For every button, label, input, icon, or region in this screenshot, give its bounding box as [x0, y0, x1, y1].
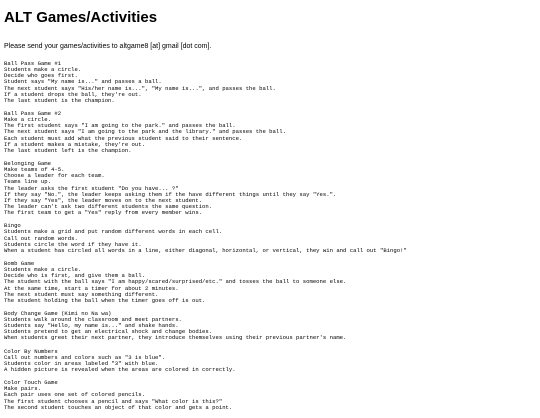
game-block	[4, 111, 536, 154]
intro-text: Please send your games/activities to altgame8 [at] gmail [dot com].	[4, 43, 212, 50]
game-instruction-line: The last student left is the champion.	[4, 146, 132, 154]
page-title: ALT Games/Activities	[4, 9, 158, 26]
game-instruction-line: Students circle the word if they have it.	[4, 240, 142, 248]
game-instruction-line: The second student touches an object of that color and gets a point.	[4, 403, 233, 411]
game-instruction-line: Decide who is first, and give them a ball.	[4, 272, 145, 280]
game-instruction-line: Make a circle.	[4, 116, 51, 124]
game-instruction-line: If a student drops the ball, they're out.	[4, 90, 142, 98]
game-instruction-line: Student says "My name is..." and passes a ball.	[4, 78, 162, 86]
game-title: Ball Pass Game #2	[4, 109, 62, 117]
game-instruction-line: The student with the ball says "I am happy/scared/surprised/etc." and tosses the ball to someone else.	[4, 278, 347, 286]
game-instruction-line: Make teams of 4-5.	[4, 166, 65, 174]
game-title: Color By Numbers	[4, 347, 58, 355]
game-instruction-line: Decide who goes first.	[4, 72, 78, 80]
game-instruction-line: A hidden picture is revealed when the areas are colored in correctly.	[4, 366, 236, 374]
games-list	[4, 61, 536, 411]
game-instruction-line: Each student must add what the previous student said to their sentence.	[4, 134, 243, 142]
game-instruction-line: The first student says "I am going to the park." and passes the ball.	[4, 122, 236, 130]
game-instruction-line: The next student must say something different.	[4, 290, 159, 298]
game-instruction-line: If they say "No.", the leader keeps asking them if the have different things until they say "Yes.".	[4, 190, 337, 198]
game-instruction-line: Call out random words.	[4, 234, 78, 242]
game-instruction-line: Students color in areas labeled "3" with blue.	[4, 359, 159, 367]
game-title: Belonging Game	[4, 159, 51, 167]
game-block	[4, 223, 536, 254]
game-instruction-line: Each pair uses one set of colored pencils.	[4, 391, 145, 399]
game-instruction-line: When a student has circled all words in a line, either diagonal, horizontal, or vertical, they win and call out "Bingo!"	[4, 246, 407, 254]
game-block	[4, 261, 536, 304]
game-block	[4, 311, 536, 342]
game-instruction-line: The leader asks the first student "Do you have... ?"	[4, 184, 179, 192]
page-content	[4, 0, 536, 418]
game-title: Body Change Game (Kimi no Na wa)	[4, 309, 112, 317]
game-instruction-line: Students make a circle.	[4, 266, 82, 274]
game-instruction-line: Students pretend to get an electrical shock and change bodies.	[4, 328, 213, 336]
game-title: Color Touch Game	[4, 379, 58, 387]
game-instruction-line: The student holding the ball when the timer goes off is out.	[4, 296, 206, 304]
game-instruction-line: If a student makes a mistake, they're out.	[4, 140, 145, 148]
game-block	[4, 380, 536, 411]
game-instruction-line: The leader can't ask two different students the same question.	[4, 202, 213, 210]
game-instruction-line: Make pairs.	[4, 385, 41, 393]
game-instruction-line: The next student says "His/her name is...", "My name is...", and passes the ball.	[4, 84, 276, 92]
game-title: Bomb Game	[4, 259, 35, 267]
game-instruction-line: The first student chooses a pencil and says "What color is this?"	[4, 397, 223, 405]
game-instruction-line: The last student is the champion.	[4, 96, 115, 104]
game-instruction-line: The next student says "I am going to the park and the library." and passes the ball.	[4, 128, 286, 136]
game-instruction-line: At the same time, start a timer for about 2 minutes.	[4, 284, 179, 292]
game-instruction-line: If they say "Yes", the leader moves on to the next student.	[4, 196, 203, 204]
game-instruction-line: Students walk around the classroom and meet partners.	[4, 316, 182, 324]
game-instruction-line: Students make a grid and put random different words in each cell.	[4, 228, 223, 236]
game-instruction-line: Teams line up.	[4, 178, 51, 186]
game-instruction-line: The first team to get a "Yes" reply from every member wins.	[4, 209, 203, 217]
game-instruction-line: Call out numbers and colors such as "3 is blue".	[4, 353, 166, 361]
game-instruction-line: When students greet their next partner, they introduce themselves using their previous partner's name.	[4, 334, 347, 342]
game-title: Bingo	[4, 222, 21, 230]
game-instruction-line: Students say "Hello, my name is..." and shake hands.	[4, 322, 179, 330]
game-title: Ball Pass Game #1	[4, 60, 62, 67]
game-block	[4, 61, 536, 104]
game-block	[4, 349, 536, 374]
game-instruction-line: Choose a leader for each team.	[4, 172, 105, 180]
game-instruction-line: Students make a circle.	[4, 66, 82, 74]
game-block	[4, 161, 536, 216]
